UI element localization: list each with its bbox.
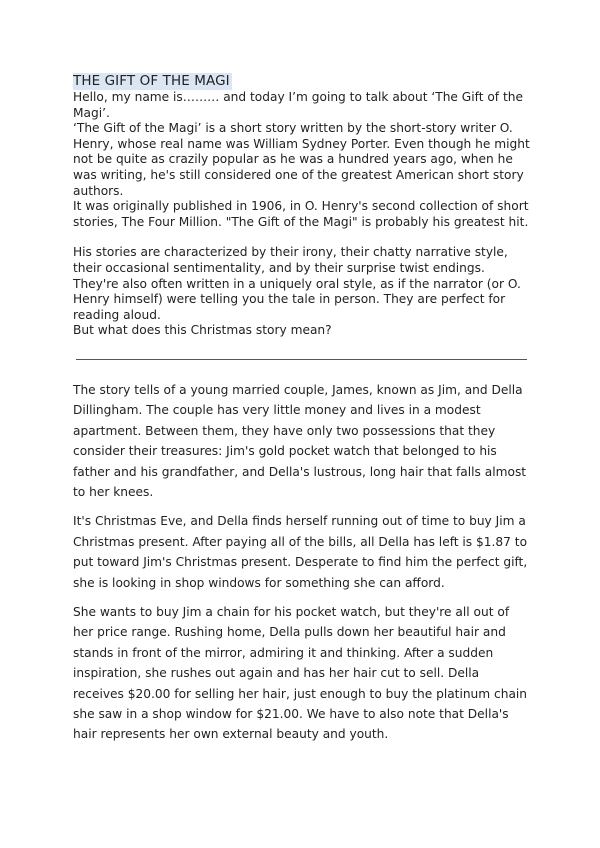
body-paragraph: The story tells of a young married couple, James, known as Jim, and Della Dillingham. The couple has very little money and lives in a modest apartment. Between them, they have only two possessions that they consider their treasures: Jim's gold pocket watch that belonged to his father and his grandfather, and Della's lustrous, long hair that falls almost to her knees.	[73, 382, 527, 499]
body-paragraph: She wants to buy Jim a chain for his pocket watch, but they're all out of her price range. Rushing home, Della pulls down her beautiful hair and stands in front of the mirror, admiring it and thinking. After a sudden inspiration, she rushes out again and has her hair cut to sell. Della receives $20.00 for selling her hair, just enough to buy the platinum chain she saw in a shop window for $21.00. We have to also note that Della's hair represents her own external beauty and youth.	[73, 604, 528, 742]
intro-paragraph: It was originally published in 1906, in O. Henry's second collection of short stories, The Four Million. "The Gift of the Magi" is probably his greatest hit.	[73, 199, 529, 229]
story-summary-section	[73, 380, 530, 745]
paragraph-gap	[73, 230, 530, 245]
intro-paragraph: His stories are characterized by their irony, their chatty narrative style, their occasional sentimentality, and by their surprise twist endings. They're also often written in a uniquely oral style, as if the narrator (or O. Henry himself) were telling you the tale in person. They are perfect for reading aloud.	[73, 245, 521, 322]
body-paragraph: It's Christmas Eve, and Della finds herself running out of time to buy Jim a Christmas present. After paying all of the bills, all Della has left is $1.87 to put toward Jim's Christmas present. Desperate to find him the perfect gift, she is looking in shop windows for something she can afford.	[73, 514, 528, 590]
intro-paragraph: Hello, my name is……… and today I’m going to talk about ‘The Gift of the Magi’.	[73, 90, 523, 120]
intro-section	[73, 90, 530, 339]
intro-paragraph: ‘The Gift of the Magi’ is a short story written by the short-story writer O. Henry, whose real name was William Sydney Porter. Even though he might not be quite as crazily popular as he was a hundred years ago, when he was writing, he's still considered one of the greatest American short story authors.	[73, 121, 530, 198]
document-title: THE GIFT OF THE MAGI	[73, 73, 230, 89]
intro-paragraph: But what does this Christmas story mean?	[73, 323, 332, 338]
horizontal-divider	[76, 359, 527, 360]
